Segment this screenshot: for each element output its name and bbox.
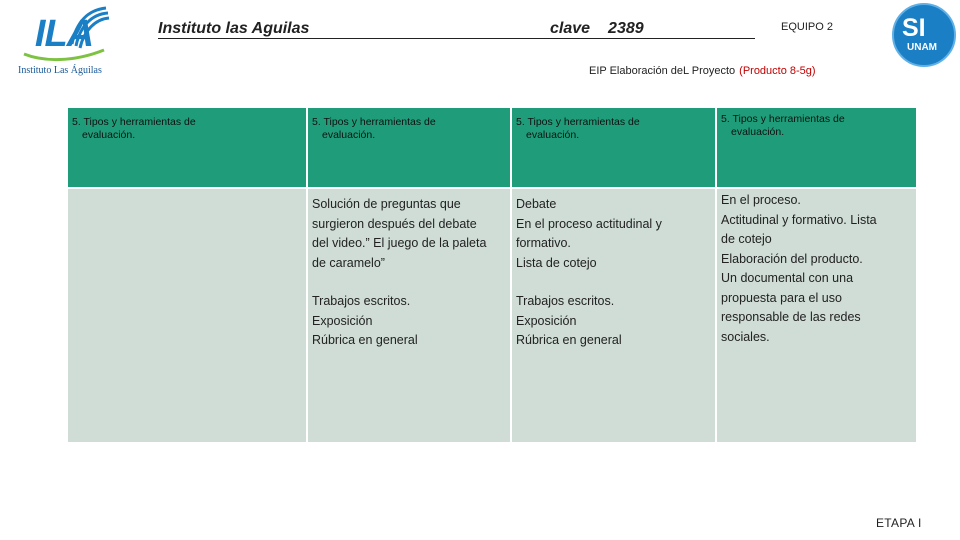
header-line1: 5. Tipos y herramientas de <box>72 116 196 128</box>
header-line1: 5. Tipos y herramientas de <box>721 113 845 125</box>
cell-line: En el proceso. <box>721 193 801 207</box>
stage-label: ETAPA I <box>876 516 922 530</box>
subtitle-highlight: (Producto 8-5g) <box>739 65 816 77</box>
header-line2: evaluación. <box>731 126 785 138</box>
evaluation-table <box>66 106 918 444</box>
header-line2: evaluación. <box>526 129 580 141</box>
cell-line: Trabajos escritos. <box>312 294 411 308</box>
logo-wordmark: ILA <box>34 13 94 55</box>
cell-line: Lista de cotejo <box>516 255 597 270</box>
cell-line: propuesta para el uso <box>721 290 842 305</box>
clave-value: 2389 <box>608 20 644 37</box>
cell-line: formativo. <box>516 236 571 250</box>
cell-line: Solución de preguntas que <box>312 197 461 211</box>
text-block <box>312 292 506 351</box>
cell-line: Exposición <box>516 313 577 328</box>
team-label: EQUIPO 2 <box>781 21 833 33</box>
table-cell <box>307 188 511 443</box>
cell-line: sociales. <box>721 329 770 344</box>
table-cell <box>67 188 307 443</box>
cell-line: de cotejo <box>721 232 772 246</box>
cell-line: Exposición <box>312 313 373 328</box>
table-cell <box>716 188 917 443</box>
logo-si-text: SI <box>902 14 926 42</box>
text-block <box>516 195 711 273</box>
cell-line: Un documental con una <box>721 271 854 285</box>
cell-line: de caramelo” <box>312 255 385 270</box>
table-row <box>67 188 917 443</box>
clave-field <box>550 20 644 38</box>
header-line2: evaluación. <box>82 129 136 141</box>
cell-line: Elaboración del producto. <box>721 251 863 266</box>
table-cell <box>511 188 716 443</box>
clave-label: clave <box>550 20 591 37</box>
cell-line: Rúbrica en general <box>516 333 622 347</box>
page-subtitle <box>589 65 816 77</box>
text-block <box>312 195 506 273</box>
logo-unam-text: UNAM <box>907 42 937 53</box>
header-line1: 5. Tipos y herramientas de <box>516 116 640 128</box>
header-cell <box>67 107 307 188</box>
header-cell <box>511 107 716 188</box>
institution-name: Instituto las Aguilas <box>158 20 310 37</box>
cell-line: del video.” El juego de la paleta <box>312 236 487 250</box>
cell-line: En el proceso actitudinal y <box>516 216 662 231</box>
logo-subtitle: Instituto Las Águilas <box>18 65 102 76</box>
cell-line: responsable de las redes <box>721 310 861 324</box>
cell-line: Debate <box>516 197 557 211</box>
text-block <box>516 292 711 351</box>
cell-line: surgieron después del debate <box>312 216 477 231</box>
table-header-row <box>67 107 917 188</box>
header-cell <box>716 107 917 188</box>
header-line1: 5. Tipos y herramientas de <box>312 116 436 128</box>
cell-line: Actitudinal y formativo. Lista <box>721 212 877 227</box>
institute-logo <box>14 4 114 76</box>
title-line <box>158 20 755 39</box>
cell-line: Rúbrica en general <box>312 333 418 347</box>
subtitle-main: EIP Elaboración deL Proyecto <box>589 65 736 77</box>
header-cell <box>307 107 511 188</box>
si-unam-logo <box>888 2 960 68</box>
cell-line: Trabajos escritos. <box>516 294 615 308</box>
header-line2: evaluación. <box>322 129 376 141</box>
text-block <box>721 191 912 347</box>
